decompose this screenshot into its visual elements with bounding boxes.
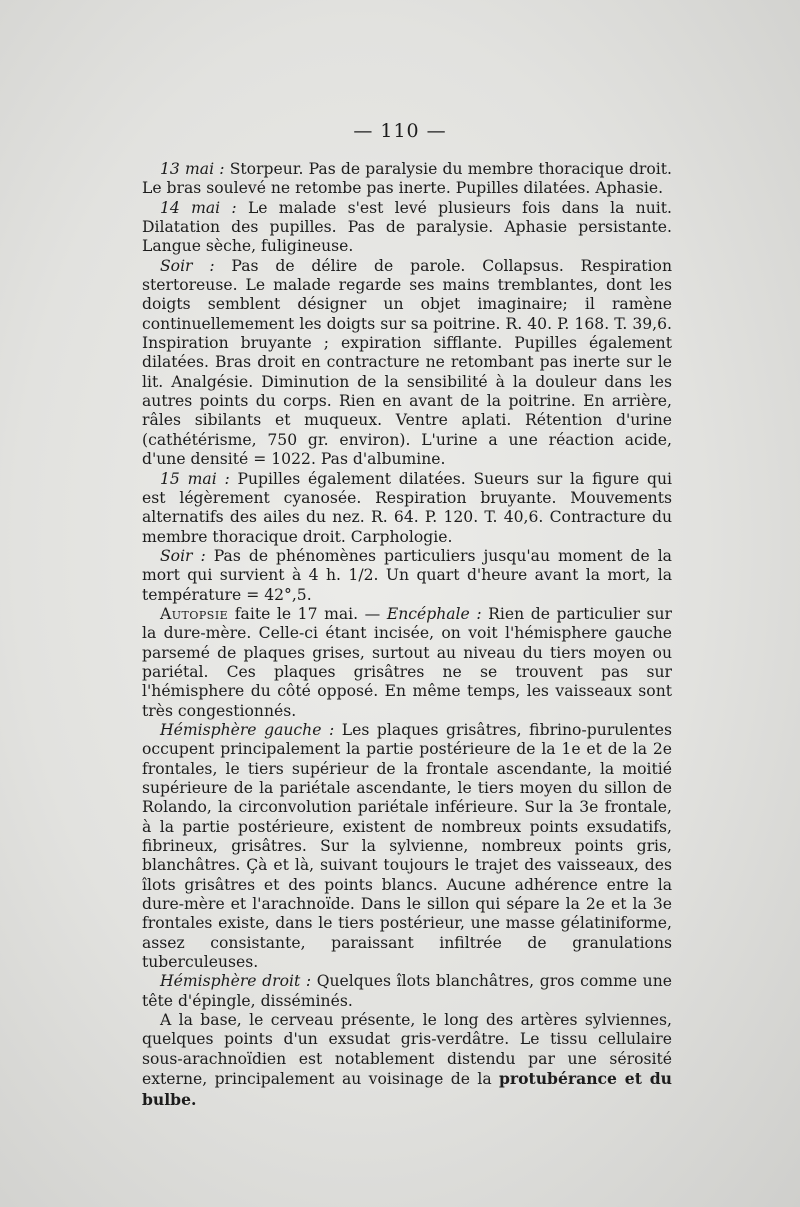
page-number: — 110 — <box>353 120 447 142</box>
paragraph-bold: protubérance et du bulbe. <box>142 1069 672 1109</box>
paragraph-lead: 14 mai : <box>160 198 237 217</box>
paragraph-text: Pas de phénomènes particuliers jusqu'au moment de la mort qui survient à 4 h. 1/2. Un quart d'heure avant la mort, la température = 42°,5. <box>142 546 672 604</box>
paragraph-lead: 13 mai : <box>160 160 225 178</box>
paragraph-text: faite le 17 mai. — <box>228 604 387 623</box>
paragraph-rest: Rien de particulier sur la dure-mère. Celle-ci étant incisée, on voit l'hémisphere gauche parsemé de plaques grises, surtout au niveau du tiers moyen ou pariétal. Ces plaques grisâtres ne se trouvent pas sur l'hémisphere du côté opposé. En même temps, les vaisseaux sont très congestionnés. <box>142 604 672 720</box>
paragraph-lead: 15 mai : <box>160 469 230 488</box>
paragraph-hemisphere-droit <box>142 972 672 1011</box>
paragraph-lead: Soir : <box>160 256 215 275</box>
paragraph-text: Pas de délire de parole. Collapsus. Respiration stertoreuse. Le malade regarde ses mains tremblantes, dont les doigts semblent désigner un objet imaginaire; il ramène continuellemement les doigts sur sa poitrine. R. 40. P. 168. T. 39,6. Inspiration bruyante ; expiration sifflante. Pupilles également dilatées. Bras droit en contracture ne retombant pas inerte sur le lit. Analgésie. Diminution de la sensibilité à la douleur dans les autres points du corps. Rien en avant de la poitrine. En arrière, râles sibilants et muqueux. Ventre aplati. Rétention d'urine (cathétérisme, 750 gr. environ). L'urine a une réaction acide, d'une densité = 1022. Pas d'albumine. <box>142 256 672 469</box>
paragraph-13-mai <box>142 160 672 199</box>
paragraph-14-mai <box>142 199 672 257</box>
paragraph-soir-2 <box>142 547 672 605</box>
paragraph-text: Quelques îlots blanchâtres, gros comme une tête d'épingle, disséminés. <box>142 972 672 1010</box>
paragraph-base <box>142 1011 672 1110</box>
paragraph-lead: Hémisphère droit : <box>160 972 312 991</box>
paragraph-soir-1 <box>142 257 672 470</box>
paragraph-text: Storpeur. Pas de paralysie du membre thoracique droit. Le bras soulevé ne retombe pas inerte. Pupilles dilatées. Aphasie. <box>142 160 672 198</box>
paragraph-15-mai <box>142 470 672 547</box>
paragraph-emphasis: Encéphale : <box>386 604 482 623</box>
paragraph-lead: Autopsie <box>160 604 229 623</box>
paragraph-autopsie <box>142 605 672 721</box>
paragraph-text: Les plaques grisâtres, fibrino-purulentes occupent principalement la partie postérieure de la 1e et de la 2e frontales, le tiers supérieur de la frontale ascendante, la moitié supérieure de la pariétale ascendante, le tiers moyen du sillon de Rolando, la circonvolution pariétale inférieure. Sur la 3e frontale, à la partie postérieure, existent de nombreux points exsudatifs, fibrineux, grisâtres. Sur la sylvienne, nombreux points gris, blanchâtres. Çà et là, suivant toujours le trajet des vaisseaux, des îlots grisâtres et des points blancs. Aucune adhérence entre la dure-mère et l'arachnoïde. Dans le sillon qui sépare la 2e et la 3e frontales existe, dans le tiers postérieur, une masse gélatiniforme, assez consistante, paraissant infiltrée de granulations tuberculeuses. <box>142 720 672 972</box>
body-text <box>142 160 672 1110</box>
paragraph-text: Pupilles également dilatées. Sueurs sur la figure qui est légèrement cyanosée. Respiration bruyante. Mouvements alternatifs des ailes du nez. R. 64. P. 120. T. 40,6. Contracture du membre thoracique droit. Carphologie. <box>142 469 672 546</box>
paragraph-text: A la base, le cerveau présente, le long des artères sylviennes, quelques points d'un exsudat gris-verdâtre. Le tissu cellulaire sous-arachnoïdien est notablement distendu par une sérosité externe, principalement au voisinage de la <box>142 1011 672 1089</box>
paragraph-lead: Hémisphère gauche : <box>160 720 335 739</box>
paragraph-lead: Soir : <box>160 546 206 565</box>
paragraph-text: Le malade s'est levé plusieurs fois dans la nuit. Dilatation des pupilles. Pas de paralysie. Aphasie persistante. Langue sèche, fuligineuse. <box>142 198 672 256</box>
paragraph-hemisphere-gauche <box>142 721 672 972</box>
